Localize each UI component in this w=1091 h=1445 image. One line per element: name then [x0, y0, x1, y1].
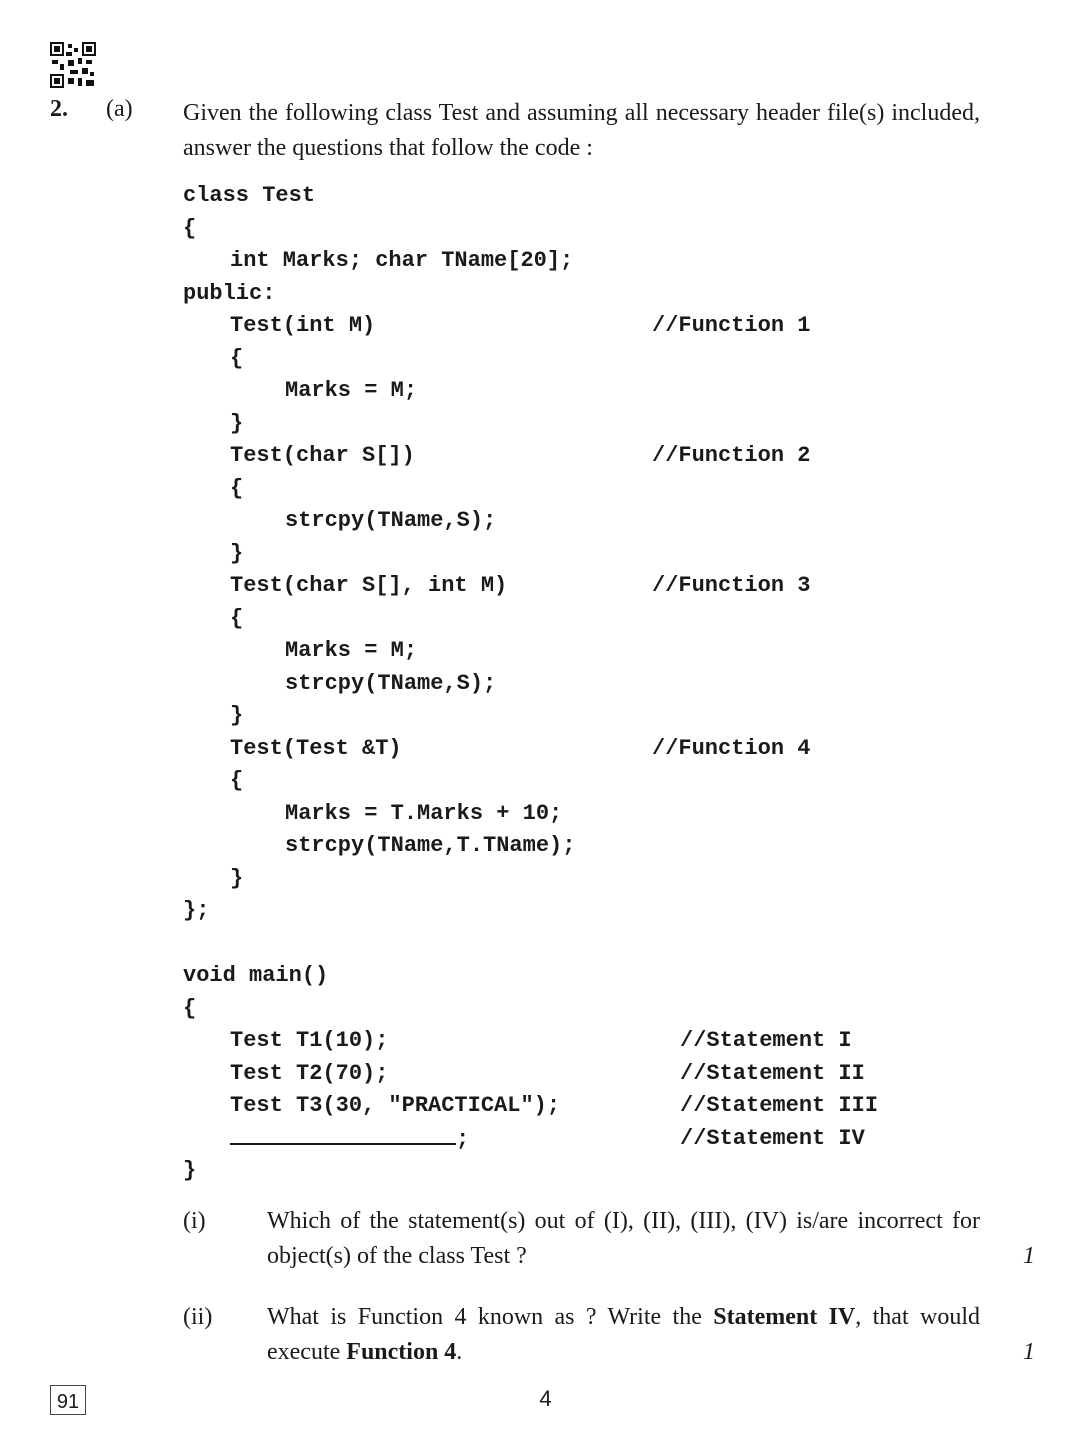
code-text: }: [230, 540, 244, 566]
code-text: Test(int M): [230, 313, 376, 338]
code-line: [183, 343, 943, 376]
code-comment: //Function 4: [652, 735, 811, 761]
code-line: [183, 570, 943, 603]
code-comment: //Function 1: [652, 313, 811, 338]
plain-text: What is Function 4 known as ? Write the: [267, 1304, 714, 1330]
code-line: [183, 635, 943, 668]
code-line: [183, 1123, 943, 1156]
code-text: {: [230, 768, 244, 793]
code-text: Test T3(30, "PRACTICAL");: [230, 1093, 561, 1118]
marks-label: 1: [1023, 1243, 1035, 1269]
code-line: [183, 960, 943, 993]
code-text: {: [230, 605, 244, 631]
code-line: [183, 668, 943, 701]
subquestion-text: [267, 1300, 980, 1370]
plain-text: .: [456, 1339, 463, 1365]
bold-text: Statement IV: [713, 1304, 856, 1330]
answer-blank: [230, 1123, 456, 1145]
code-line: [183, 1155, 943, 1188]
code-comment: //Statement I: [680, 1028, 852, 1053]
code-line: [183, 765, 943, 798]
code-line: [183, 180, 943, 213]
code-line: [183, 213, 943, 246]
code-line: [183, 538, 943, 571]
code-text: Test T1(10);: [230, 1028, 389, 1053]
code-text: [230, 1123, 469, 1157]
code-comment: //Function 3: [652, 573, 811, 598]
code-block: [183, 180, 943, 1188]
code-line: [183, 278, 943, 311]
code-comment: //Statement III: [680, 1093, 879, 1118]
code-line: [183, 895, 943, 928]
code-text: int Marks; char TName[20];: [230, 248, 574, 273]
code-line: [183, 310, 943, 343]
code-text: strcpy(TName,T.TName);: [285, 833, 576, 858]
code-line: [183, 1058, 943, 1091]
code-text: void main(): [183, 963, 329, 988]
code-line: [183, 375, 943, 408]
code-text: Test(char S[]): [230, 443, 415, 468]
code-line: [183, 245, 943, 278]
code-line: [183, 408, 943, 441]
code-line: [183, 928, 943, 961]
question-part: (a): [106, 96, 133, 122]
code-line: [183, 733, 943, 766]
code-text: {: [183, 215, 197, 241]
code-text: }: [230, 703, 244, 728]
code-text: Marks = M;: [285, 638, 418, 663]
subquestion-number: (ii): [183, 1304, 213, 1330]
code-line: [183, 603, 943, 636]
code-semicolon: ;: [456, 1126, 470, 1152]
marks-label: 1: [1023, 1339, 1035, 1365]
code-line: [183, 473, 943, 506]
code-comment: //Statement IV: [680, 1125, 865, 1151]
code-line: [183, 863, 943, 896]
code-text: Marks = M;: [285, 378, 418, 403]
code-text: strcpy(TName,S);: [285, 670, 497, 696]
code-comment: //Statement II: [680, 1060, 865, 1086]
code-text: };: [183, 898, 210, 923]
code-line: [183, 440, 943, 473]
qr-code-icon: [50, 42, 96, 88]
code-comment: //Function 2: [652, 443, 811, 468]
code-text: public:: [183, 280, 276, 306]
bold-text: Function 4: [346, 1339, 457, 1365]
code-text: Test(Test &T): [230, 735, 402, 761]
code-text: {: [230, 475, 244, 501]
code-text: Test(char S[], int M): [230, 573, 508, 598]
code-text: {: [183, 995, 197, 1021]
code-text: Marks = T.Marks + 10;: [285, 800, 563, 826]
code-text: }: [183, 1158, 197, 1183]
page-number: 4: [539, 1386, 552, 1411]
code-text: {: [230, 345, 244, 371]
code-text: }: [230, 865, 244, 891]
code-line: [183, 505, 943, 538]
subquestion-text: Which of the statement(s) out of (I), (II), (III), (IV) is/are incorrect for object(s) of the class Test ?: [267, 1208, 980, 1269]
question-number: 2.: [50, 96, 68, 122]
code-line: [183, 798, 943, 831]
paper-code-box: 91: [50, 1385, 86, 1415]
code-text: }: [230, 410, 244, 436]
code-line: [183, 1025, 943, 1058]
code-line: [183, 993, 943, 1026]
code-line: [183, 700, 943, 733]
subquestion-number: (i): [183, 1208, 206, 1234]
code-text: class Test: [183, 183, 316, 208]
code-text: Test T2(70);: [230, 1060, 389, 1086]
code-line: [183, 830, 943, 863]
code-text: strcpy(TName,S);: [285, 508, 497, 533]
question-intro: Given the following class Test and assuming all necessary header file(s) included, answer the questions that follow the code :: [183, 100, 980, 161]
code-line: [183, 1090, 943, 1123]
plain-text: , that would execute: [267, 1304, 980, 1365]
